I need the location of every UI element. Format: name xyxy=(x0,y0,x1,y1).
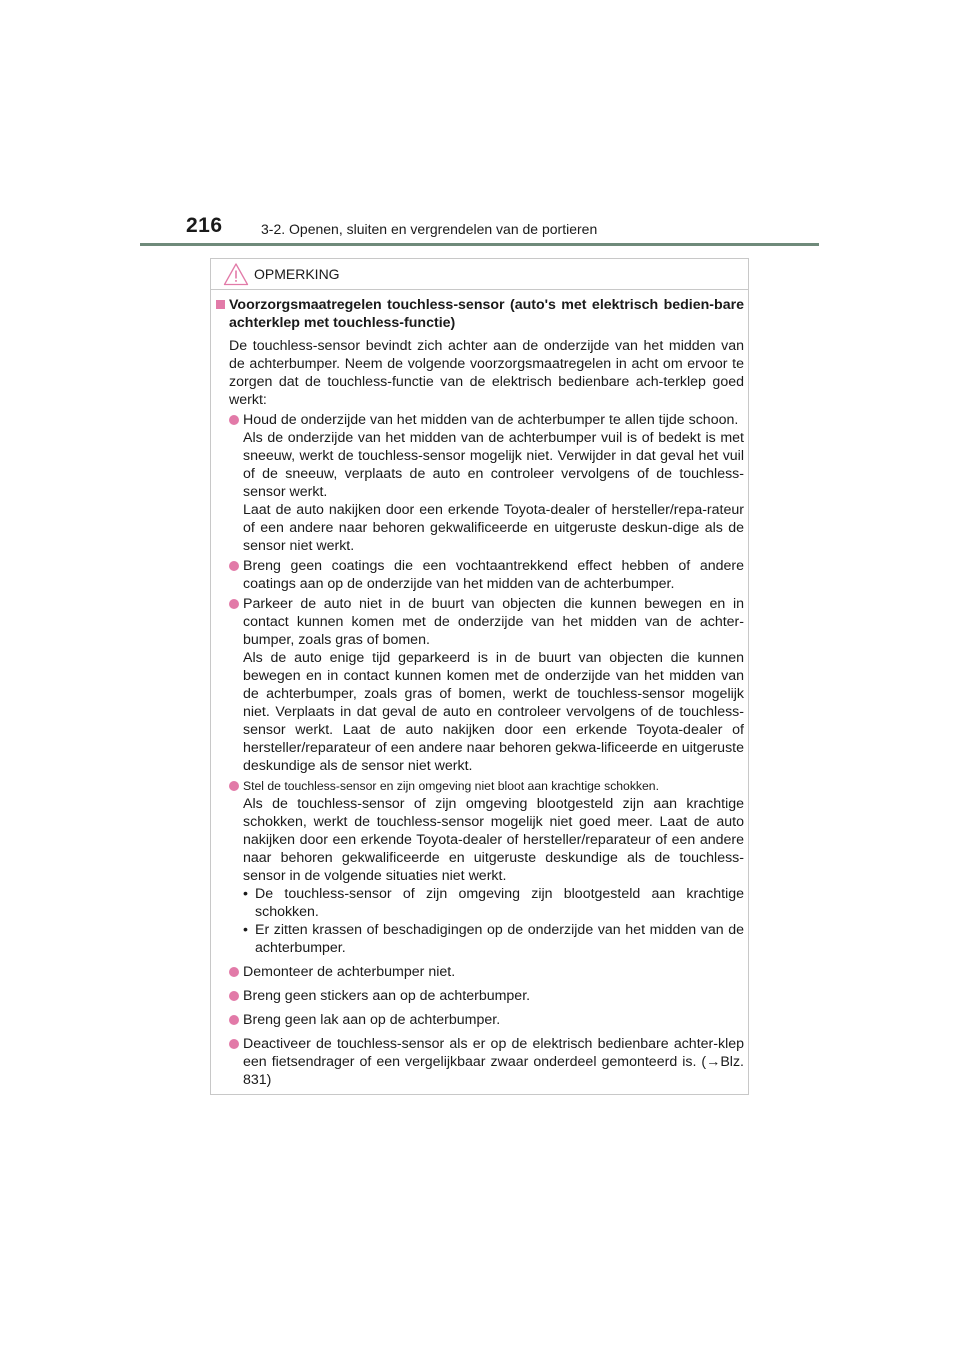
bullet-lead: Deactiveer de touchless-sensor als er op de elektrisch bedienbare achter-klep een fietsendrager of een vergelijkbaar zwaar onderdeel gemonteerd is. (→Blz. 831) xyxy=(243,1036,744,1088)
page-number: 216 xyxy=(186,214,223,237)
bullet-lead: Stel de touchless-sensor en zijn omgeving niet bloot aan krachtige schokken. xyxy=(243,779,659,793)
bullet-lead: Breng geen lak aan op de achterbumper. xyxy=(243,1012,501,1028)
bullet-paragraph: Als de auto enige tijd geparkeerd is in de buurt van objecten die kunnen bewegen en in contact kunnen komen met de onderzijde van het midden van de achterbumper, zoals gras of bomen, werkt de touchless-sensor mogelijk niet. Verplaats in dat geval de auto en controleer vervolgens of de touchless-sensor werkt. Laat de auto nakijken door een erkende Toyota-dealer of hersteller/reparateur of een andere naar behoren gekwa-lificeerde en uitgeruste deskundige als de sensor niet werkt. xyxy=(243,650,744,774)
sub-list-text: Er zitten krassen of beschadigingen op de onderzijde van het midden van de achterbumper. xyxy=(255,922,744,956)
sub-list-item xyxy=(243,921,744,957)
list-item xyxy=(216,557,744,593)
round-bullet-icon xyxy=(229,1015,239,1025)
round-bullet-icon xyxy=(229,561,239,571)
list-item xyxy=(216,411,744,555)
list-item xyxy=(216,987,744,1005)
round-bullet-icon xyxy=(229,967,239,977)
round-bullet-icon xyxy=(229,1039,239,1049)
sub-bullet-mark: • xyxy=(243,886,248,902)
list-item xyxy=(216,963,744,981)
bullet-lead: Demonteer de achterbumper niet. xyxy=(243,964,456,980)
section-title: 3-2. Openen, sluiten en vergrendelen van de portieren xyxy=(261,221,598,237)
round-bullet-icon xyxy=(229,599,239,609)
bullet-lead: Parkeer de auto niet in de buurt van objecten die kunnen bewegen en in contact kunnen komen met de onderzijde van het midden van de achter-bumper, zoals gras of bomen. xyxy=(243,596,744,648)
sub-list-text: De touchless-sensor of zijn omgeving zijn blootgesteld aan krachtige schokken. xyxy=(255,886,744,920)
notice-heading-text: Voorzorgsmaatregelen touchless-sensor (auto's met elektrisch bedien-bare achterklep met touchless-functie) xyxy=(229,297,744,331)
notice-heading xyxy=(216,296,744,332)
list-item xyxy=(216,1011,744,1029)
list-item xyxy=(216,777,744,957)
sub-list-item xyxy=(243,885,744,921)
header-rule xyxy=(140,243,819,246)
bullet-lead: Breng geen stickers aan op de achterbumper. xyxy=(243,988,531,1004)
list-item xyxy=(216,1035,744,1089)
notice-box xyxy=(210,258,749,1095)
bullet-paragraph: Laat de auto nakijken door een erkende Toyota-dealer of hersteller/repa-rateur of een andere naar behoren gekwalificeerde en uitgeruste deskun-dige als de sensor niet werkt. xyxy=(243,502,744,554)
square-bullet-icon xyxy=(216,300,225,309)
bullet-lead: Houd de onderzijde van het midden van de achterbumper te allen tijde schoon. xyxy=(243,412,739,428)
bullet-paragraph: Als de touchless-sensor of zijn omgeving blootgesteld zijn aan krachtige schokken, werkt de touchless-sensor mogelijk niet goed meer. Laat de auto nakijken door een erkende Toyota-dealer of hersteller/reparateur of een andere naar behoren gekwalificeerde en uitgeruste deskundige als de touchless-sensor in de volgende situaties niet werkt. xyxy=(243,796,744,884)
bullet-paragraph: Als de onderzijde van het midden van de achterbumper vuil is of bedekt is met sneeuw, werkt de touchless-sensor mogelijk niet. Verwijder in dat geval het vuil of de sneeuw, verplaats de auto en controleer vervolgens of de touchless-sensor werkt. xyxy=(243,430,744,500)
warning-triangle-icon xyxy=(223,262,249,286)
round-bullet-icon xyxy=(229,781,239,791)
round-bullet-icon xyxy=(229,991,239,1001)
sub-bullet-mark: • xyxy=(243,922,248,938)
round-bullet-icon xyxy=(229,415,239,425)
bullet-lead: Breng geen coatings die een vochtaantrekkend effect hebben of andere coatings aan op de onderzijde van het midden van de achterbumper. xyxy=(243,558,744,592)
notice-header xyxy=(211,259,748,290)
notice-intro: De touchless-sensor bevindt zich achter aan de onderzijde van het midden van de achterbumper. Neem de volgende voorzorgsmaatregelen in acht om ervoor te zorgen dat de touchless-functie van de elektrisch bedienbare ach-terklep goed werkt: xyxy=(229,338,744,408)
list-item xyxy=(216,595,744,775)
notice-body xyxy=(216,296,744,1089)
notice-title: OPMERKING xyxy=(254,266,340,282)
